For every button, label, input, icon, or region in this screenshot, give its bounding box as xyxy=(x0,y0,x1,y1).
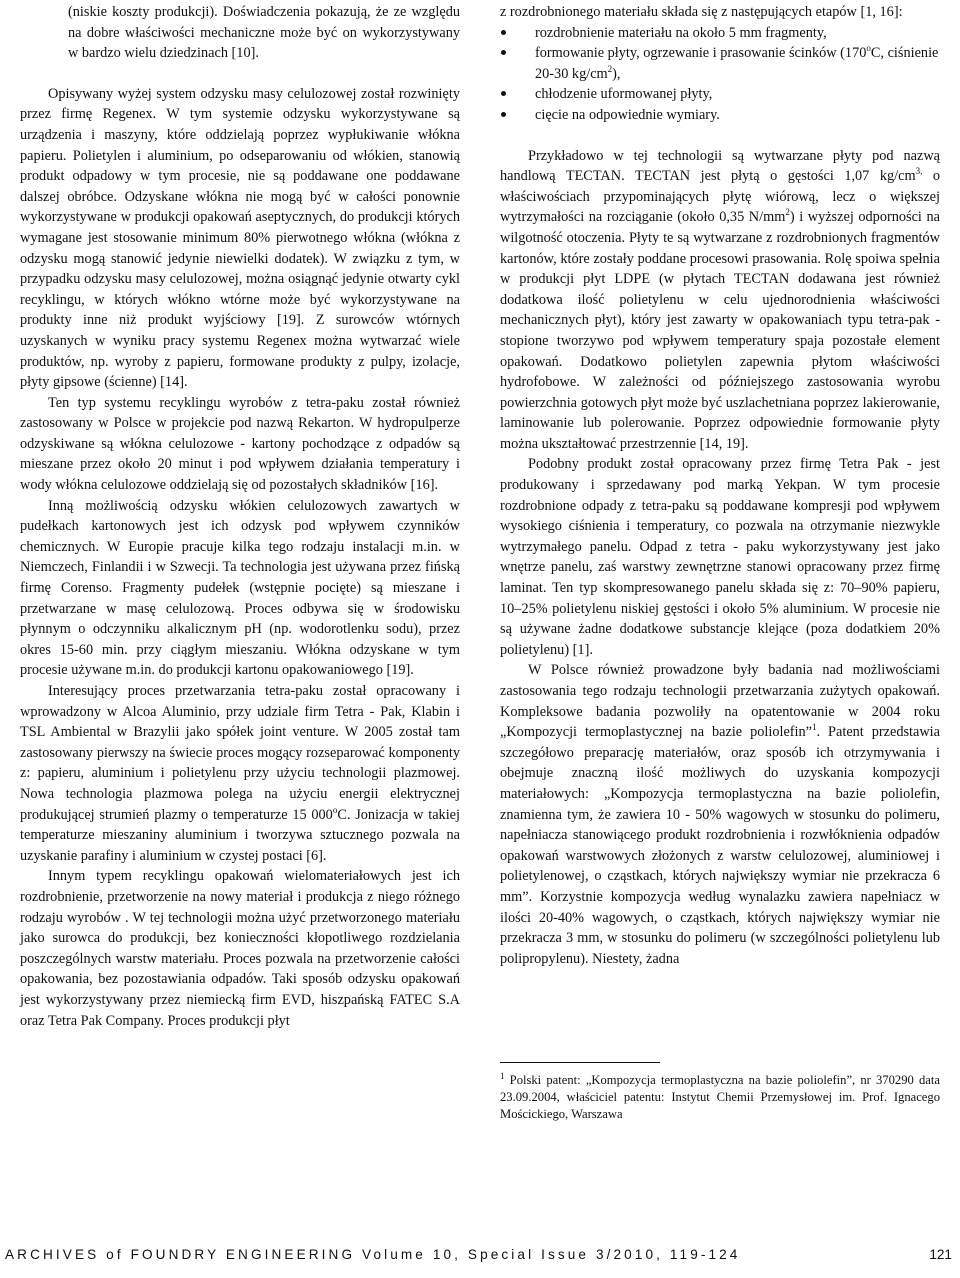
right-column xyxy=(500,2,940,969)
footnote xyxy=(500,1072,940,1123)
page-footer xyxy=(0,1247,960,1271)
footnote-marker: 1 xyxy=(500,1070,505,1081)
continued-paragraph: (niskie koszty produkcji). Doświadczenia pokazują, że ze względu na dobre właściwości mechaniczne może być on wykorzystywany w bardzo wielu dziedzinach [10]. xyxy=(68,4,460,62)
footnote-divider xyxy=(500,1062,660,1063)
superscript: 2 xyxy=(607,64,613,75)
superscript: 3, xyxy=(915,166,923,177)
text-fragment: Przykładowo w tej technologii są wytwarzane płyty pod nazwą handlową TECTAN. TECTAN jest płytą o gęstości 1,07 kg/cm xyxy=(500,147,940,185)
paragraph-tectan xyxy=(500,146,940,455)
text-fragment: W Polsce również prowadzone były badania nad możliwościami zastosowania tego rodzaju technologii przetwarzania zużytych opakowań. Kompleksowe badania pozwoliły na opatentowanie w 2004 roku „Kompozycji termoplastycznej na bazie poliolefin” xyxy=(500,662,940,741)
paragraph-poland-research xyxy=(500,660,940,969)
paragraph-stages-intro: z rozdrobnionego materiału składa się z następujących etapów [1, 16]: xyxy=(500,4,903,20)
list-item-text: chłodzenie uformowanej płyty, xyxy=(535,86,713,103)
list-item xyxy=(535,84,940,105)
text-fragment: o właściwościach przypominających płytę wiórową, lecz o większej wytrzymałości na rozciąganie (około 0,35 N/mm xyxy=(500,168,940,226)
paragraph-yekpan: Podobny produkt został opracowany przez firmę Tetra Pak - jest produkowany i sprzedawany pod marką Yekpan. W tym procesie rozdrobnione odpady z tetra-paku są poddawane kompresji pod wpływem wysokiego ciśnienia i temperatury, co pozwala na otrzymanie niezwykle wytrzymałego panelu. Odpad z tetra - paku wykorzystywany jest jako wnętrze panelu, zaś warstwy zewnętrzne stanowi opracowany przez firmę laminat. Ten typ skompresowanego panelu składa się z: 70–90% papieru, 10–25% polietylenu niskiej gęstości i około 5% aluminium. W procesie nie są używane żadne dodatkowe substancje klejące (poza dodatkiem 20% polietylenu) [1]. xyxy=(500,456,940,658)
superscript: o xyxy=(866,43,871,54)
paragraph-plasma xyxy=(20,681,460,866)
journal-citation: ARCHIVES of FOUNDRY ENGINEERING Volume 10, Special Issue 3/2010, 119-124 xyxy=(5,1247,741,1262)
paragraph-chemical-recovery: Inną możliwością odzysku włókien celulozowych zawartych w pudełkach kartonowych jest ich odzysk pod wpływem czynników chemicznych. W Europie pracuje kilka tego rodzaju instalacji m.in. w Niemczech, Finlandii i w Szwecji. Ta technologia jest używana przez fińską firmę Corenso. Fragmenty pudełek (wstępnie pocięte) są mieszane i przetwarzane w masę celulozową. Proces odbywa się w środowisku płynnym o odczynniku alkalicznym pH (np. wodorotlenku sodu), przez okres 15-60 min. przy ciągłym mieszaniu. Włókna odzyskane w tym procesie używane m.in. do produkcji kartonu opakowaniowego [19]. xyxy=(20,497,460,679)
footnote-reference[interactable]: 1 xyxy=(812,722,817,733)
list-item xyxy=(535,23,940,44)
paragraph-regenex: Opisywany wyżej system odzysku masy celulozowej został rozwinięty przez firmę Regenex. W tym systemie odzysku wykorzystywane są urządzenia i maszyny, które oddzielają poprzez wypłukiwanie włókna papieru. Polietylen i aluminium, po odseparowaniu od włókien, stanowią produkt odpadowy w tym procesie, nie są poddawane one poddawane dalszej obróbce. Odzyskane włókna nie mogą być w całości ponownie wykorzystywane w produkcji opakowań aseptycznych, do produkcji których wymagane jest stosowanie minimum 80% pierwotnego włókna (włókna z odzysku mogą stanowić jedynie niewielki dodatek). W związku z tym, w przypadku odzysku masy celulozowej, można osiągnąć jedynie otwarty cykl recyklingu, w których włókno wtórne może być wykorzystywane na produkty inne niż produkt wyjściowy [19]. Z surowców wtórnych uzyskanych w wyniku pracy systemu Regenex można wytwarzać wiele produktów, np. wyroby z papieru, formowane produkty z pulpy, izolacje, płyty gipsowe (ścienne) [14]. xyxy=(20,85,460,391)
page-number: 121 xyxy=(929,1247,952,1262)
list-item-text: cięcie na odpowiednie wymiary. xyxy=(535,106,720,123)
text-fragment: . Patent przedstawia szczegółowo preparację materiałów, oraz sposób ich otrzymywania i obejmuje znaczną ilość możliwych do uzyskania kompozycji materiałowych: „Kompozycja termoplastyczna na bazie poliolefin, znamienna tym, że zawiera 10 - 50% wagowych w stosunku do polimeru, napełniacza stanowiącego produkt rozdrobnienia i rozwłóknienia odpadów opakowań warstwowych złożonych z warstw celulozowej, aluminiowej i polietylenowej, o cząstkach, których największy wymiar nie przekracza 6 mm”. Korzystnie kompozycja według wynalazku zawiera napełniacz w ilości 20-40% wagowych, o cząstkach, których największy wymiar nie przekracza 3 mm, w stosunku do polimeru (w szczególności polietylenu lub polipropylenu). Niestety, żadna xyxy=(500,724,940,967)
bullet-icon xyxy=(501,112,506,117)
text-fragment: C. Jonizacja w takiej temperaturze mieszaniny aluminium i tworzywa sztucznego pozwala na uzyskanie parafiny i aluminium w czystej postaci [6]. xyxy=(20,806,460,864)
bullet-icon xyxy=(501,50,506,55)
text-fragment: Interesujący proces przetwarzania tetra-paku został opracowany i wprowadzony w Alcoa Aluminio, przy udziale firm Tetra - Pak, Klabin i TSL Ambiental w Brazylii jako spółek joint venture. W 2005 został tam zastosowany pierwszy na świecie proces mogący rozseparować komponenty z: papieru, aluminium i polietylenu przy użyciu technologii plazmowej. Nowa technologia plazmowa polega na użyciu energii elektrycznej produkującej strumień plazmy o temperaturze 15 000 xyxy=(20,683,460,823)
list-item-text: rozdrobnienie materiału na około 5 mm fragmenty, xyxy=(535,24,827,41)
bullet-icon xyxy=(501,91,506,96)
left-column xyxy=(20,2,460,1031)
stages-list xyxy=(500,23,940,126)
superscript: 2 xyxy=(785,207,790,218)
paragraph-rekarton: Ten typ systemu recyklingu wyrobów z tetra-paku został również zastosowany w Polsce w projekcie pod nazwą Rekarton. W hydropulperze odzyskiwane są włókna celulozowe - kartony pochodzące z odpadów są mieszane przez około 20 minut i pod wpływem działania temperatury i wody włókna celulozowe oddzielają się od pozostałych składników [16]. xyxy=(20,394,460,494)
list-item-text: C, ciśnienie 20-30 kg/cm xyxy=(535,45,939,82)
footnote-text: Polski patent: „Kompozycja termoplastyczna na bazie poliolefin”, nr 370290 data 23.09.2004, właściciel patentu: Instytut Chemii Przemysłowej im. Prof. Ignacego Mościckiego, Warszawa xyxy=(500,1073,940,1121)
text-fragment: ) i wyższej odporności na wilgotność otoczenia. Płyty te są wytwarzane z rozdrobnionych fragmentów kartonów, które zostały poddane procesowi prasowania. Rolę spoiwa spełnia w produkcji płyt LDPE (w płytach TECTAN dodawana jest również dodatkowa ilość polietylenu w celu ujednorodnienia właściwości mechanicznych płyt), który jest zawarty w opakowaniach typu tetra-pak - stopione tworzywo pod wpływem temperatury spaja pozostałe element opakowań. Dodatkowo polietylen zapewnia płytom właściwości hydrofobowe. W zależności od późniejszego zastosowania wyrobu powierzchnia gotowych płyt może być uszlachetniana poprzez lakierowanie, laminowanie lub polerowanie. Poprzez odpowiednie formowanie płyty można ukształtować przestrzennie [14, 19]. xyxy=(500,209,940,452)
list-item-text: formowanie płyty, ogrzewanie i prasowanie ścinków (170 xyxy=(535,45,867,62)
list-item xyxy=(535,43,940,84)
superscript: o xyxy=(332,804,338,815)
bullet-icon xyxy=(501,30,506,35)
list-item xyxy=(535,105,940,126)
list-item-text: ), xyxy=(612,65,621,82)
paragraph-shredding: Innym typem recyklingu opakowań wielomateriałowych jest ich rozdrobnienie, przetworzenie na nowy materiał i produkcja z niego różnego rodzaju wyrobów . W tej technologii można użyć przetworzonego materiału jako surowca do produkcji, bez konieczności kłopotliwego rozdzielania poszczególnych warstw materiału. Proces pozwala na przetworzenie całości opakowania, bez pozostawiania odpadów. Taki sposób odzysku opakowań jest wykorzystywany przez niemiecką firm EVD, hiszpańską FATEC S.A oraz Tetra Pak Company. Proces produkcji płyt xyxy=(20,868,460,1029)
